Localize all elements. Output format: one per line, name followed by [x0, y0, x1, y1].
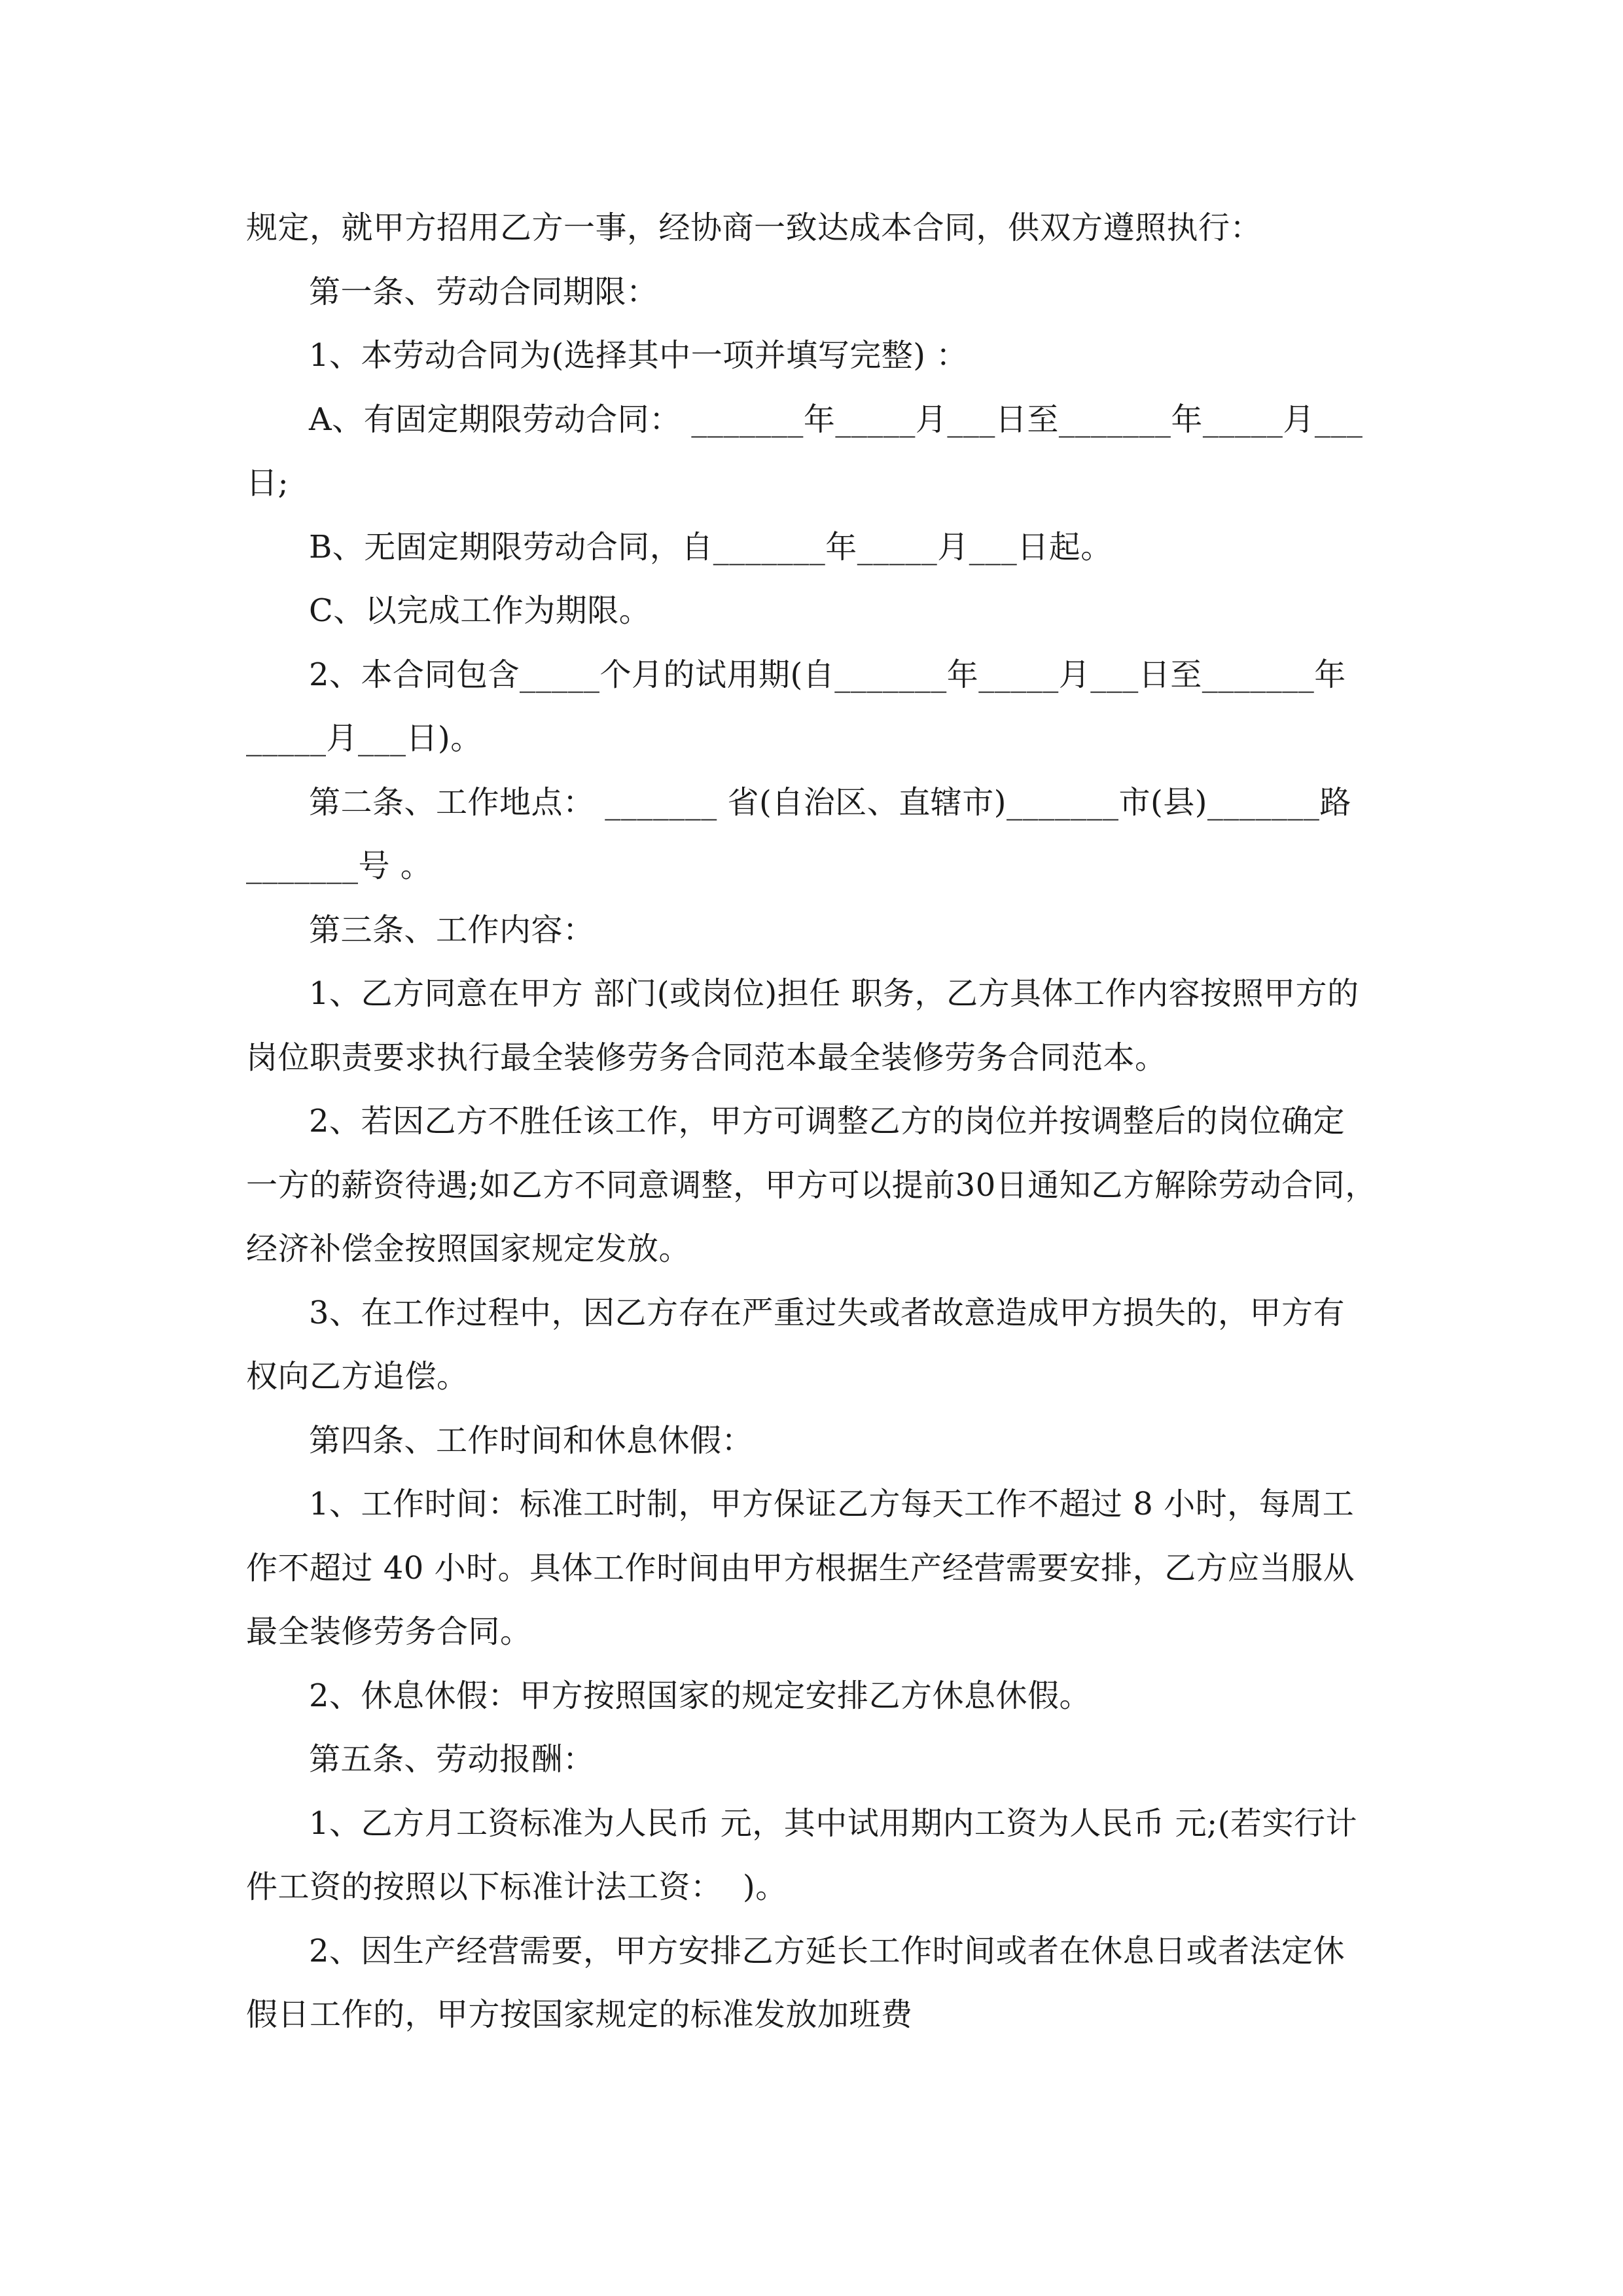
- text-line: 1、乙方月工资标准为人民币 元，其中试用期内工资为人民币 元;(若实行计: [309, 1805, 1357, 1842]
- text-line: 权向乙方追偿。: [246, 1358, 469, 1395]
- text-line: 1、乙方同意在甲方 部门(或岗位)担任 职务，乙方具体工作内容按照甲方的: [309, 975, 1359, 1012]
- section-heading: 第三条、工作内容：: [309, 912, 595, 948]
- section-heading: 第四条、工作时间和休息休假：: [309, 1422, 754, 1459]
- text-line: 经济补偿金按照国家规定发放。: [246, 1230, 691, 1267]
- section-heading: 第二条、工作地点： _______ 省(自治区、直辖市)_______市(县)_______路: [309, 784, 1351, 821]
- section-heading: 第五条、劳动报酬：: [309, 1741, 595, 1778]
- text-line: _______号 。: [246, 848, 433, 884]
- text-line: _____月___日)。: [246, 720, 482, 757]
- text-line: 最全装修劳务合同。: [246, 1613, 532, 1650]
- text-line: 2、本合同包含_____个月的试用期(自_______年_____月___日至_______年: [309, 656, 1346, 693]
- text-line: B、无固定期限劳动合同，自_______年_____月___日起。: [309, 529, 1113, 565]
- text-line: 1、本劳动合同为(选择其中一项并填写完整) ：: [309, 337, 968, 374]
- text-line: 作不超过 40 小时。具体工作时间由甲方根据生产经营需要安排，乙方应当服从: [246, 1550, 1355, 1587]
- text-line: 2、休息休假：甲方按照国家的规定安排乙方休息休假。: [309, 1677, 1092, 1714]
- text-line: 岗位职责要求执行最全装修劳务合同范本最全装修劳务合同范本。: [246, 1039, 1167, 1076]
- text-line: 1、工作时间：标准工时制，甲方保证乙方每天工作不超过 8 小时，每周工: [309, 1486, 1355, 1522]
- section-heading: 第一条、劳动合同期限：: [309, 274, 658, 310]
- text-line: A、有固定期限劳动合同： _______年_____月___日至_______年_____月___: [309, 401, 1363, 438]
- text-line: 日;: [246, 465, 289, 501]
- text-line: 3、在工作过程中，因乙方存在严重过失或者故意造成甲方损失的，甲方有: [309, 1295, 1346, 1331]
- text-line: 假日工作的，甲方按国家规定的标准发放加班费: [246, 1996, 913, 2033]
- text-line: 2、因生产经营需要，甲方安排乙方延长工作时间或者在休息日或者法定休: [309, 1933, 1346, 1969]
- text-line: 2、若因乙方不胜任该工作，甲方可调整乙方的岗位并按调整后的岗位确定: [309, 1103, 1346, 1139]
- text-line: 规定，就甲方招用乙方一事，经协商一致达成本合同，供双方遵照执行：: [246, 209, 1262, 246]
- text-line: C、以完成工作为期限。: [309, 592, 651, 629]
- text-line: 件工资的按照以下标准计法工资： )。: [246, 1869, 787, 1905]
- text-line: 一方的薪资待遇;如乙方不同意调整，甲方可以提前30日通知乙方解除劳动合同，: [246, 1167, 1377, 1204]
